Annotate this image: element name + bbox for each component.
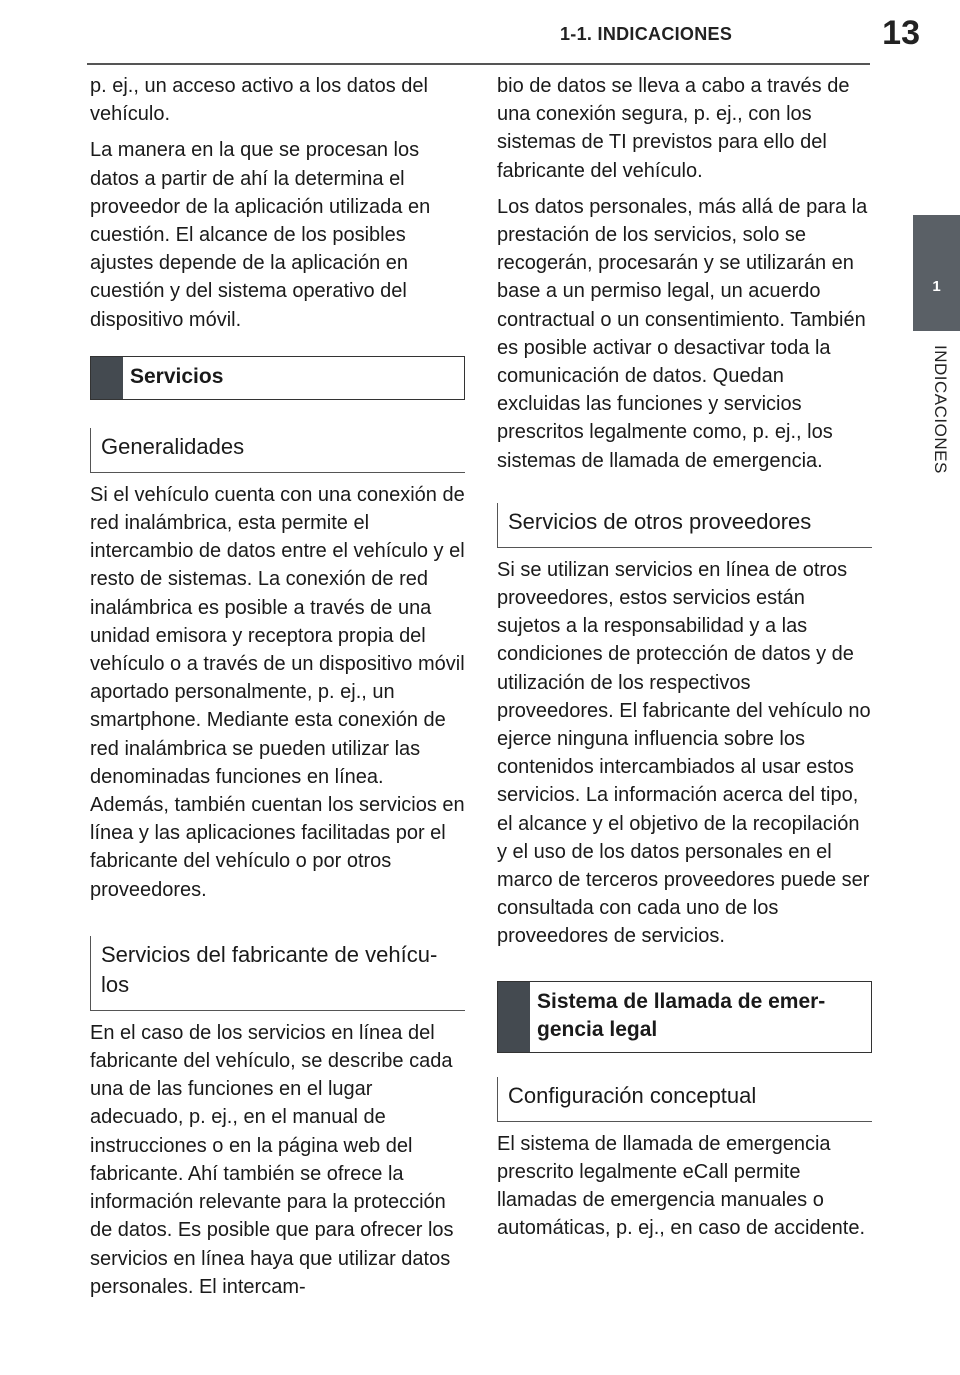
subheading-configuracion-conceptual: Configuración conceptual (497, 1077, 872, 1122)
header-divider (87, 63, 870, 65)
section-heading-bar (498, 982, 530, 1052)
subheading-otros-proveedores: Servicios de otros proveedores (497, 503, 872, 548)
chapter-tab-number: 1 (932, 278, 941, 295)
section-heading-text: Sistema de llamada de emer-gencia legal (537, 989, 826, 1041)
otros-proveedores-paragraph: Si se utilizan servicios en línea de otros proveedores, estos servicios están sujetos a la responsabilidad y a las condiciones de protección de datos y de utilización de los respectivos proveedores. El fabricante del vehículo no ejerce ninguna influencia sobre los contenidos intercambiados al usar estos servicios. La información acerca del tipo, el alcance y el objetivo de la recopilación y el uso de los datos personales en el marco de terceros proveedores puede ser consultada con cada uno de los proveedores de servicios. (497, 558, 871, 948)
subheading-servicios-fabricante: Servicios del fabricante de vehícu-los (90, 936, 465, 1011)
left-column (90, 72, 465, 1309)
chapter-tab (913, 215, 960, 331)
header-section-title: 1-1. INDICACIONES (560, 24, 733, 44)
right-column (497, 72, 872, 1251)
section-heading-servicios (90, 356, 465, 400)
page-number: 13 (882, 14, 920, 52)
intro-paragraph-2: La manera en la que se procesan los datos a partir de ahí la determina el proveedor de la aplicación utilizada en cuestión. El alcance de los posibles ajustes depende de la aplicación en cuestión y del sistema operativo del dispositivo móvil. (90, 139, 431, 331)
section-heading-llamada-emergencia (497, 981, 872, 1053)
generalidades-paragraph: Si el vehículo cuenta con una conexión de red inalámbrica, esta permite el intercambio de datos entre el vehículo y el resto de sistemas. La conexión de red inalámbrica es posible a través de una unidad emisora y receptora propia del vehículo o a través de un dispositivo móvil aportado personalmente, p. ej., un smartphone. Mediante esta conexión de red inalámbrica se pueden utilizar las denominadas funciones en línea. Además, también cuentan los servicios en línea y las aplicaciones facilitadas por el fabricante del vehículo o por otros proveedores. (90, 483, 465, 901)
configuracion-paragraph: El sistema de llamada de emergencia prescrito legalmente eCall permite llamadas de emergencia manuales o automáticas, p. ej., en caso de accidente. (497, 1132, 865, 1240)
section-heading-bar (91, 357, 123, 399)
section-heading-text: Servicios (130, 364, 224, 388)
continuation-paragraph-1: bio de datos se lleva a cabo a través de una conexión segura, p. ej., con los sistemas de TI previstos para ello del fabricante del vehículo. (497, 75, 850, 182)
subheading-generalidades: Generalidades (90, 428, 465, 473)
fabricante-paragraph: En el caso de los servicios en línea del fabricante del vehículo, se describe cada una de las funciones en el lugar adecuado, p. ej., en el manual de instrucciones o en la página web del fabricante. Ahí también se ofrece la información relevante para la protección de datos. Es posible que para ofrecer los servicios en línea haya que utilizar datos personales. El intercam- (90, 1021, 454, 1298)
intro-paragraph-1: p. ej., un acceso activo a los datos del vehículo. (90, 75, 428, 126)
continuation-paragraph-2: Los datos personales, más allá de para la prestación de los servicios, solo se recogerán, procesarán y se utilizarán en base a un permiso legal, un acuerdo contractual o un consentimiento. También es posible activar o desactivar toda la comunicación de datos. Quedan excluidas las funciones y servicios prescritos legalmente como, p. ej., los sistemas de llamada de emergencia. (497, 195, 868, 472)
chapter-tab-label: INDICACIONES (931, 345, 950, 474)
